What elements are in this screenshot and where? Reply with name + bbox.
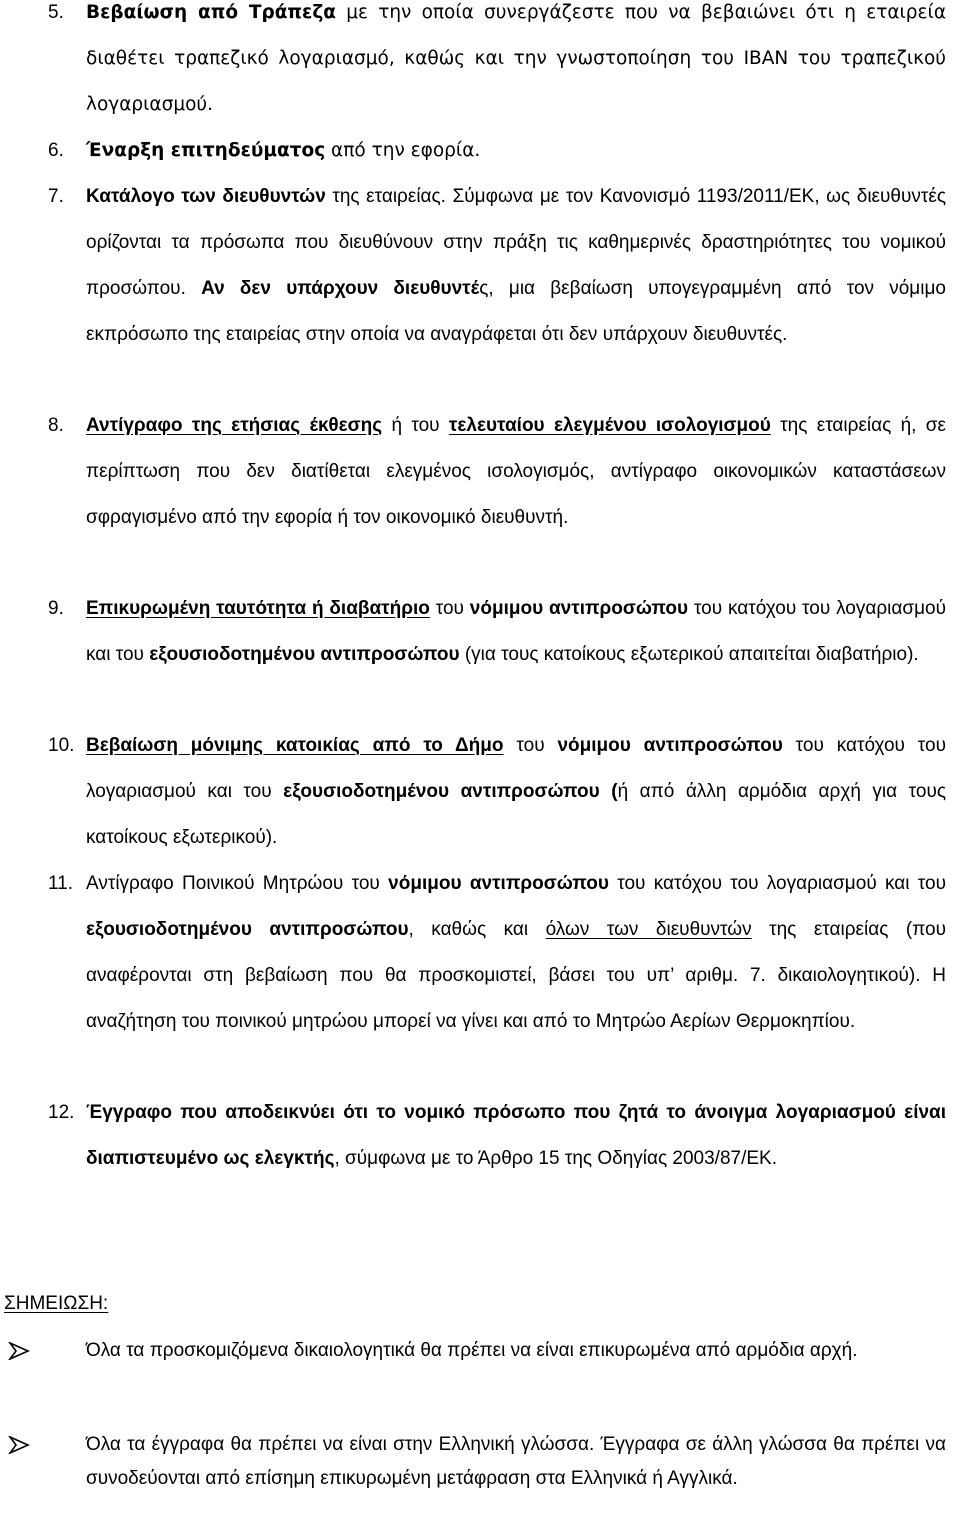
list-item-7 [0,174,946,358]
item-number: 7. [48,186,64,207]
item-text [86,723,946,861]
item-text [86,0,946,128]
list-item-9 [0,586,946,678]
item-number: 9. [48,598,64,619]
text-run: νόμιμου αντιπροσώπου [388,873,609,894]
item-text [86,586,946,678]
item-number: 12. [48,1102,75,1123]
text-run: νόμιμου αντιπροσώπου [557,735,783,756]
note-bullet-1 [0,1334,946,1368]
item-text [86,174,946,358]
text-run: με την οποία συνεργάζεστε που να βεβαιώνει ότι η εταιρεία διαθέτει τραπεζικό λογαριασμό, καθώς και την γνωστοποίηση του IBAN του τραπεζικού λογαριασμού. [86,2,947,115]
list-item-5 [0,0,946,128]
list-item-11 [0,861,946,1045]
text-run: Κατάλογο των διευθυντών [86,186,326,207]
item-number: 10. [48,735,75,756]
text-run: ή από άλλη αρμόδια αρχή για τους κατοίκους εξωτερικού). [86,781,946,848]
item-text [86,1090,946,1182]
text-run: του [429,598,470,619]
text-run: από την εφορία. [325,140,481,161]
item-number: 6. [48,140,64,161]
text-run: όλων των διευθυντών [545,919,752,940]
text-run: του κατόχου του λογαριασμού και του [86,598,946,665]
text-run: τελευταίου ελεγμένου ισολογισμού [448,415,771,436]
list-item-12 [0,1090,946,1182]
text-run: Βεβαίωση μόνιμης κατοικίας από το Δήμο [86,735,504,756]
text-run: του κατόχου του λογαριασμού και του [86,735,946,802]
text-run: Αντίγραφο Ποινικού Μητρώου του [86,873,389,894]
list-item-8 [0,403,946,541]
text-run: ή του [382,415,449,436]
item-number: 8. [48,415,64,436]
text-run: , σύμφωνα με το Άρθρο 15 της Οδηγίας 2003/87/ΕΚ. [334,1148,778,1169]
text-run: του κατόχου του λογαριασμού και του [608,873,946,894]
arrowhead-bullet-icon [8,1436,30,1454]
list-item-6 [0,128,946,174]
note-bullet-2 [0,1428,946,1496]
text-run: εξουσιοδοτημένου αντιπροσώπου [86,919,409,940]
text-run: της εταιρείας (που αναφέρονται στη βεβαίωση που θα προσκομιστεί, βάσει του υπ’ αριθμ. 7. δικαιολογητικού). Η αναζήτηση του ποινικού μητρώου μπορεί να γίνει και από το Μητρώο Αερίων Θερμοκηπίου. [86,919,947,1032]
text-run: Αν δεν υπάρχουν διευθυντέ [201,278,480,299]
text-run: ς, μια βεβαίωση υπογεγραμμένη από τον νόμιμο εκπρόσωπο της εταιρείας στην οποία να αναγράφεται ότι δεν υπάρχουν διευθυντές. [86,278,946,345]
text-run: Έγγραφο που αποδεικνύει ότι το νομικό πρόσωπο που ζητά το άνοιγμα λογαριασμού είναι διαπιστευμένο ως ελεγκτής [86,1102,946,1169]
arrowhead-bullet-icon [8,1342,30,1360]
text-run: Έναρξη επιτηδεύματος [86,140,326,161]
text-run: της εταιρείας. Σύμφωνα με τον Κανονισμό 1193/2011/ΕΚ, ως διευθυντές ορίζονται τα πρόσωπα που διευθύνουν στην πράξη τις καθημερινές δραστηριότητες του νομικού προσώπου. [86,186,946,299]
text-run: εξουσιοδοτημένου αντιπροσώπου ( [283,781,618,802]
text-run: Επικυρωμένη ταυτότητα ή διαβατήριο [86,598,430,619]
text-run: του [503,735,558,756]
item-text [86,861,946,1045]
text-run: , καθώς και [408,919,546,940]
item-text [86,128,946,174]
item-number: 5. [48,2,64,23]
item-text [86,403,946,541]
text-run: (για τους κατοίκους εξωτερικού απαιτείται διαβατήριο). [459,644,919,665]
list-item-10 [0,723,946,861]
note-bullet-text: Όλα τα προσκομιζόμενα δικαιολογητικά θα πρέπει να είναι επικυρωμένα από αρμόδια αρχή. [86,1340,858,1361]
text-run: της εταιρείας ή, σε περίπτωση που δεν διατίθεται ελεγμένος ισολογισμός, αντίγραφο οικονομικών καταστάσεων σφραγισμένο από την εφορία ή τον οικονομικό διευθυντή. [86,415,946,528]
item-number: 11. [48,873,74,894]
text-run: Αντίγραφο της ετήσιας έκθεσης [86,415,383,436]
text-run: νόμιμου αντιπροσώπου [469,598,689,619]
text-run: Βεβαίωση από Τράπεζα [86,2,336,23]
text-run: εξουσιοδοτημένου αντιπροσώπου [149,644,460,665]
note-bullet-text: Όλα τα έγγραφα θα πρέπει να είναι στην Ελληνική γλώσσα. Έγγραφα σε άλλη γλώσσα θα πρέπει να συνοδεύονται από επίσημη επικυρωμένη μετάφραση στα Ελληνικά ή Αγγλικά. [86,1434,946,1489]
note-heading [4,1293,108,1315]
note-heading-text: ΣΗΜΕΙΩΣΗ: [4,1293,109,1314]
